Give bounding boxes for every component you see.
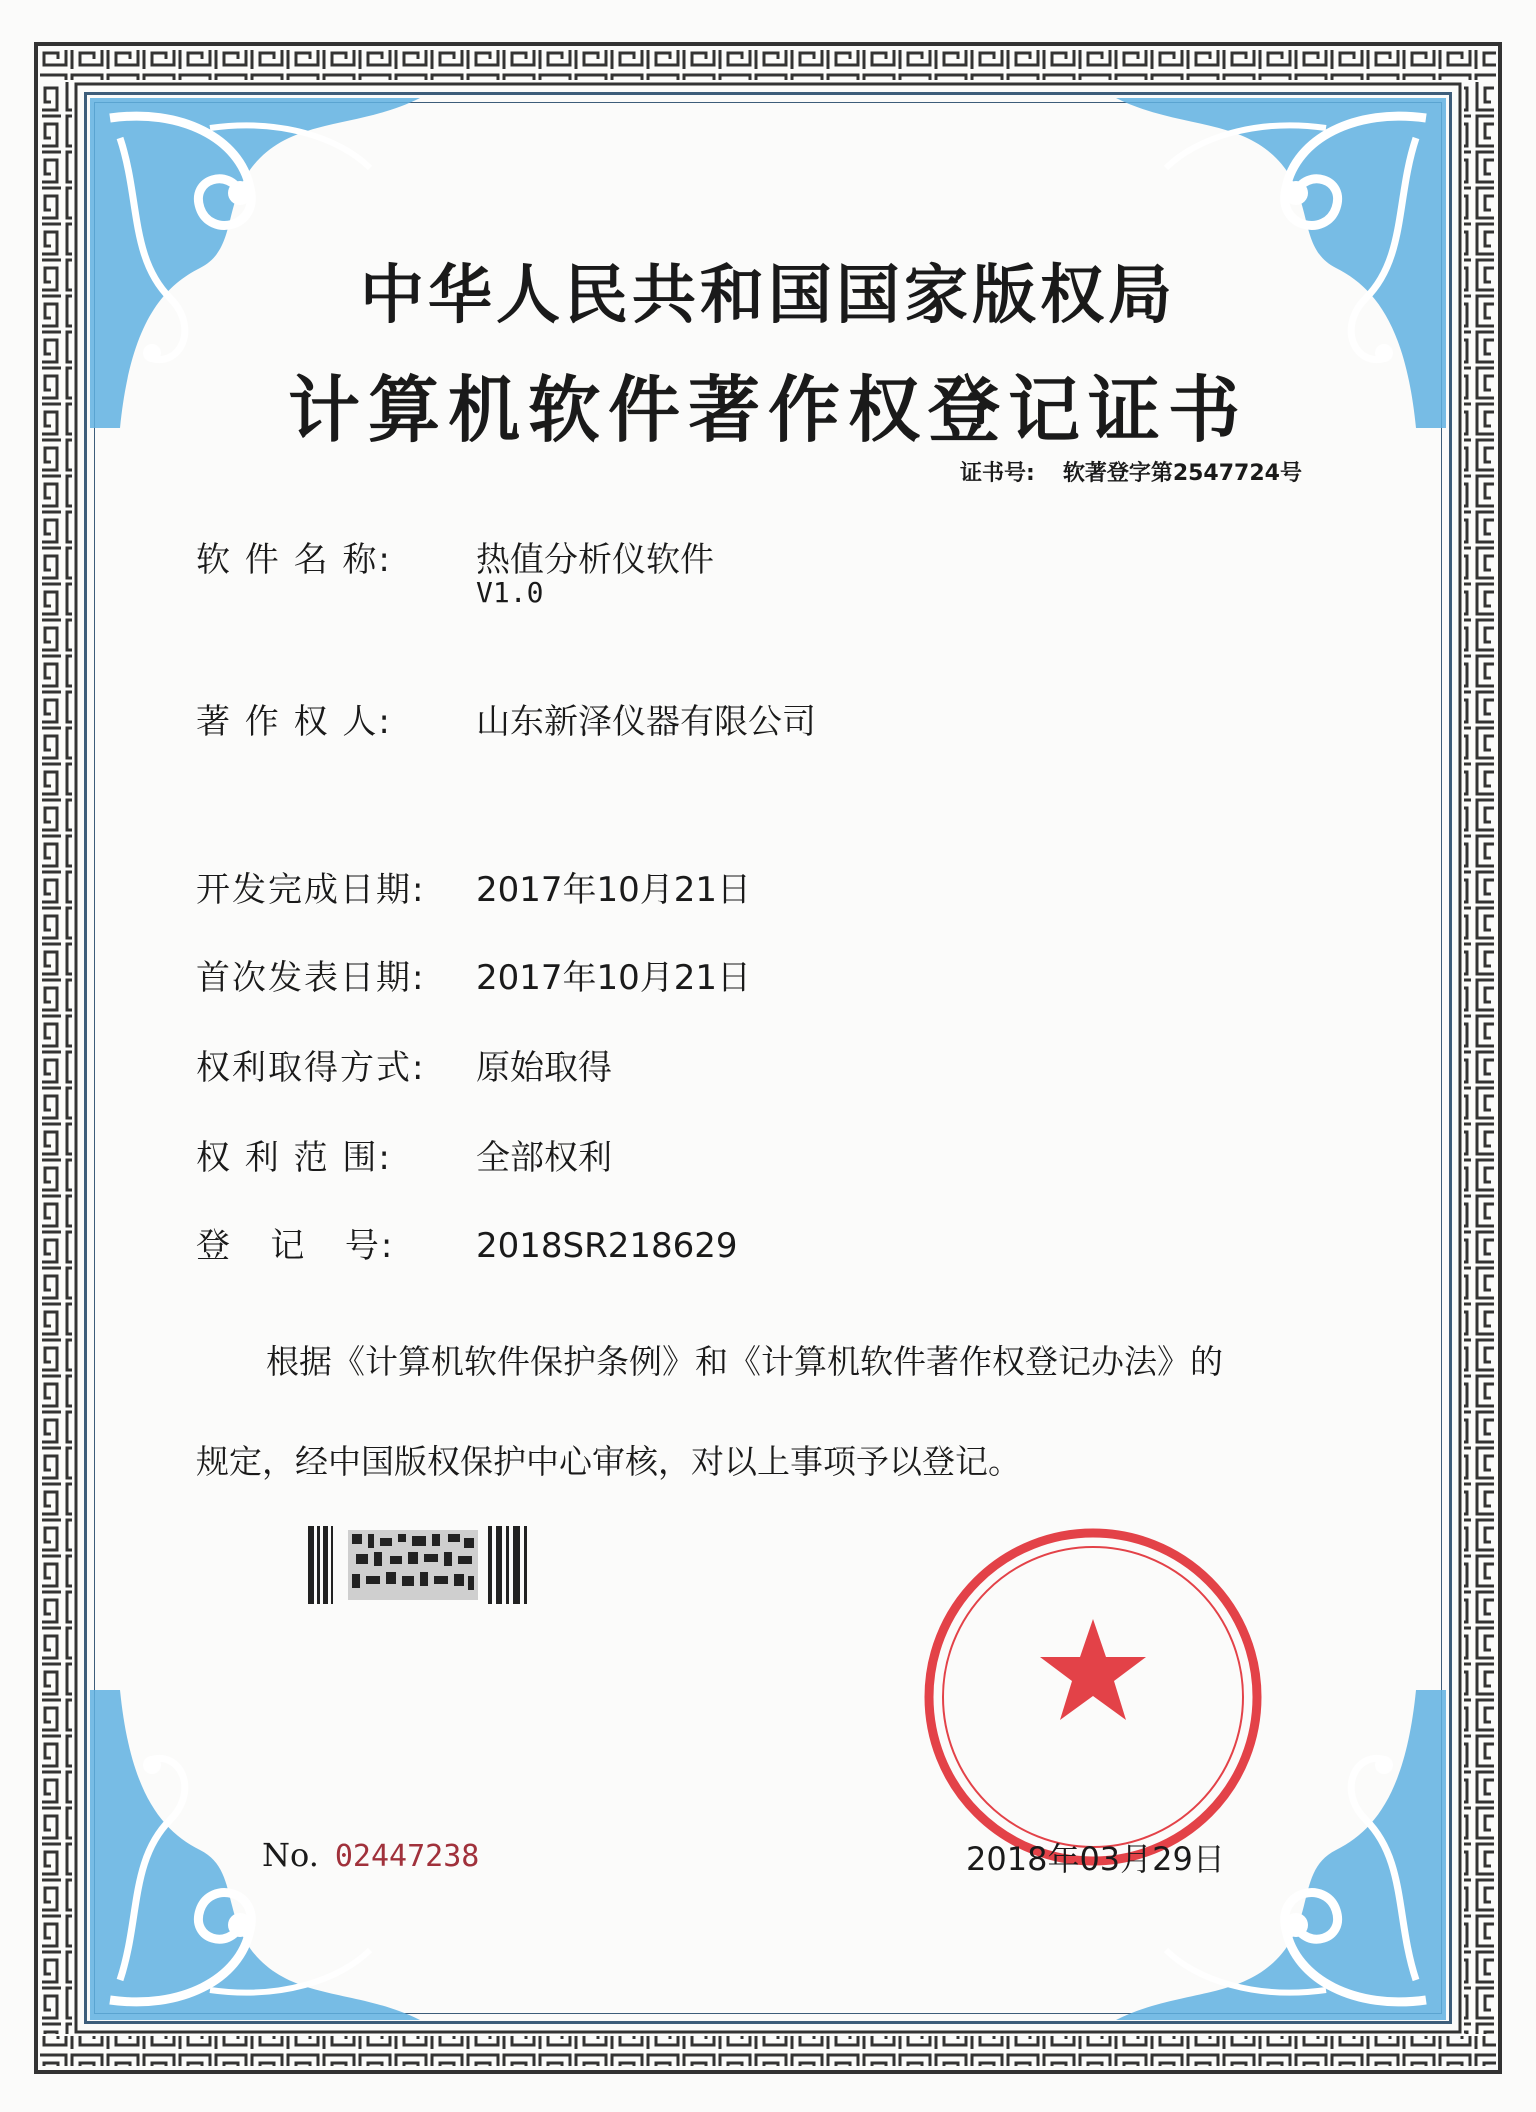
cert-no-value: 软著登字第2547724号 xyxy=(1062,461,1302,486)
serial-number xyxy=(262,1836,479,1874)
serial-label: No. xyxy=(262,1836,319,1874)
field-rights-acquisition xyxy=(196,1040,612,1089)
field-label: 登 记 号: xyxy=(196,1226,395,1266)
field-value: 2017年10月21日 xyxy=(476,870,752,910)
field-value: 原始取得 xyxy=(476,1048,612,1088)
field-registration-no xyxy=(196,1218,738,1267)
field-value: 2017年10月21日 xyxy=(476,958,752,998)
field-value: 热值分析仪软件 xyxy=(476,540,714,580)
field-label: 权利取得方式: xyxy=(196,1048,426,1088)
statement-line-1: 根据《计算机软件保护条例》和《计算机软件著作权登记办法》的 xyxy=(266,1342,1223,1381)
field-label: 著 作 权 人: xyxy=(196,702,392,742)
field-label: 软 件 名 称: xyxy=(196,540,392,580)
statement-line-2: 规定，经中国版权保护中心审核，对以上事项予以登记。 xyxy=(196,1442,1021,1481)
barcode-icon xyxy=(308,1526,532,1604)
issue-date: 2018年03月29日 xyxy=(966,1840,1225,1878)
field-software-name xyxy=(196,532,714,609)
field-label: 首次发表日期: xyxy=(196,958,426,998)
field-copyright-owner xyxy=(196,694,816,743)
cert-no-label: 证书号: xyxy=(960,461,1035,486)
certificate-title: 计算机软件著作权登记证书 xyxy=(287,368,1248,452)
field-label: 开发完成日期: xyxy=(196,870,426,910)
serial-value: 02447238 xyxy=(334,1839,480,1874)
certificate-number xyxy=(960,456,1302,487)
field-value: 2018SR218629 xyxy=(476,1226,738,1266)
official-seal-icon xyxy=(920,1524,1266,1870)
field-rights-scope xyxy=(196,1130,612,1179)
field-value: 全部权利 xyxy=(476,1138,612,1178)
field-label: 权 利 范 围: xyxy=(196,1138,392,1178)
field-first-publication-date xyxy=(196,950,751,999)
software-version: V1.0 xyxy=(476,576,544,609)
field-value: 山东新泽仪器有限公司 xyxy=(476,702,816,742)
authority-title: 中华人民共和国国家版权局 xyxy=(360,259,1176,333)
field-dev-completion-date xyxy=(196,862,751,911)
